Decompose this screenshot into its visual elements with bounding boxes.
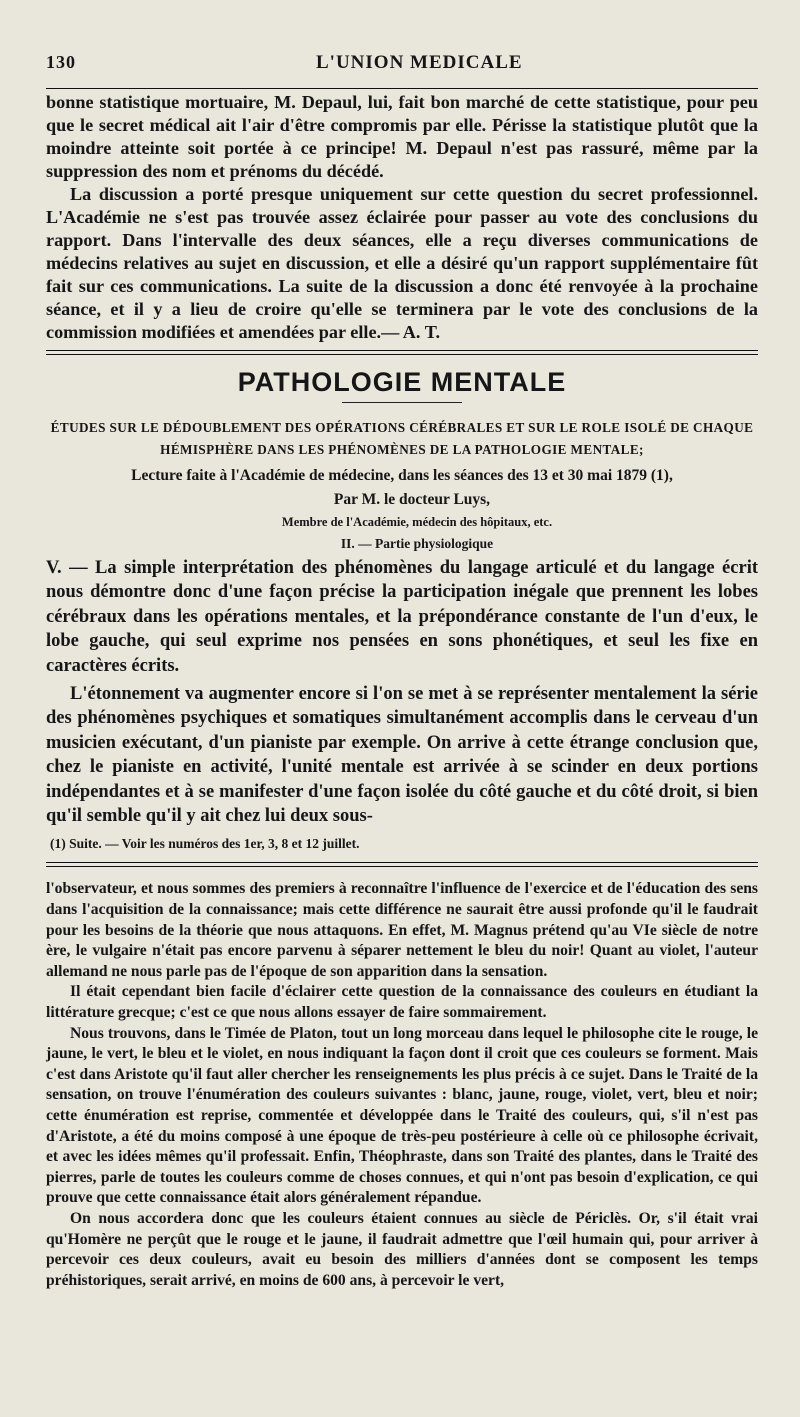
paragraph: l'observateur, et nous sommes des premiers à reconnaître l'influence de l'exercice et de l'éducation des sens dans l'acquisition de la connaissance; mais cette différence ne saurait être aussi profonde qu'il le faudrait pour les besoins de la théorie que nous attaquons. En effet, M. Magnus prétend qu'au VIe siècle de notre ère, le vulgaire n'était pas encore parvenu à séparer nettement le bleu du noir! Quant au violet, l'auteur allemand ne nous parle pas de l'époque de son apparition dans la sensation. bbox=[46, 880, 758, 980]
feuilleton-body bbox=[46, 879, 758, 1291]
paragraph: On nous accordera donc que les couleurs étaient connues au siècle de Périclès. Or, s'il était vrai qu'Homère ne perçût que le rouge et le jaune, il faudrait admettre que l'œil humain qui, pour arriver à percevoir ces deux couleurs, avait eu besoin des milliers d'années dont se composent les temps préhistoriques, serait arrivé, en moins de 600 ans, à percevoir le vert, bbox=[46, 1209, 758, 1289]
section-title: PATHOLOGIE MENTALE bbox=[237, 367, 567, 397]
footnote: (1) Suite. — Voir les numéros des 1er, 3, 8 et 12 juillet. bbox=[50, 836, 360, 852]
page-number: 130 bbox=[46, 52, 76, 72]
article-body bbox=[46, 556, 758, 828]
feuilleton-divider bbox=[46, 862, 758, 867]
lecture-note: Lecture faite à l'Académie de médecine, dans les séances des 13 et 30 mai 1879 (1), bbox=[131, 467, 673, 484]
header-rule bbox=[46, 88, 758, 89]
page-header bbox=[46, 52, 758, 86]
paragraph: L'étonnement va augmenter encore si l'on se met à se représenter mentalement la série des phénomènes psychiques et somatiques simultanément accomplis dans le cerveau d'un musicien exécutant, d'un pianiste par exemple. On arrive à cette étrange conclusion que, chez le pianiste en activité, l'unité mentale est arrivée à se scinder en deux portions indépendantes et à se manifester d'une façon isolée du côté gauche et du côté droit, si bien qu'il semble qu'il y ait chez lui deux sous- bbox=[46, 684, 758, 827]
paragraph: Il était cependant bien facile d'éclairer cette question de la connaissance des couleurs en étudiant la littérature grecque; c'est ce que nous allons essayer de faire sommairement. bbox=[46, 983, 758, 1022]
title-underline bbox=[342, 402, 462, 403]
paragraph: Nous trouvons, dans le Timée de Platon, tout un long morceau dans lequel le philosophe cite le rouge, le jaune, le vert, le bleu et le violet, en nous indiquant la façon dont il croit que ces couleurs se forment. Mais c'est dans Aristote qu'il faut aller chercher les renseignements les plus précis à ce sujet. Dans le Traité de la sensation, on trouve l'énumération des couleurs suivantes : blanc, jaune, rouge, violet, vert, bleu et noir; cette énumération est reprise, commentée et développée dans le Traité des couleurs, qui, s'il n'est pas d'Aristote, a été du moins composé à une époque de très-peu postérieure à celle où ce philosophe écrivait, et avec les idées mêmes qu'il professait. Enfin, Théophraste, dans son Traité des plantes, dans le Traité des pierres, parle de toutes les couleurs comme de choses connues, et qui n'ont pas besoin d'explication, ce qui prouve que cette connaissance était alors généralement répandue. bbox=[46, 1024, 758, 1207]
paragraph: V. — La simple interprétation des phénomènes du langage articulé et du langage écrit nous démontre donc d'une façon précise la participation inégale que prennent les lobes cérébraux dans les opérations mentales, et la prépondérance constante de l'un d'eux, le lobe gauche, qui seul exprime nos pensées en sons phonétiques, et seul les fixe en caractères écrits. bbox=[46, 558, 758, 676]
author-line: Par M. le docteur Luys, bbox=[333, 491, 491, 508]
part-heading: II. — Partie physiologique bbox=[340, 536, 494, 551]
section-divider bbox=[46, 350, 758, 355]
author-affiliation: Membre de l'Académie, médecin des hôpitaux, etc. bbox=[281, 515, 553, 529]
paragraph: bonne statistique mortuaire, M. Depaul, lui, fait bon marché de cette statistique, pour peu que le secret médical ait l'air d'être compromis par elle. Périsse la statistique plutôt que la moindre atteinte soit portée à ce principe! M. Depaul n'est pas rassuré, même par la suppression des nom et prénoms du décédé. bbox=[46, 92, 758, 181]
paragraph: La discussion a porté presque uniquement sur cette question du secret professionnel. L'Académie ne s'est pas trouvée assez éclairée pour passer au vote des conclusions du rapport. Dans l'intervalle des deux séances, elle a reçu diverses communications de médecins relatives au sujet en discussion, et elle a désiré qu'un rapport supplémentaire fût fait sur ces communications. La suite de la discussion a donc été renvoyée à la prochaine séance, et il y a lieu de croire qu'elle se terminera par le vote des conclusions de la commission modifiées et amendées par elle.— A. T. bbox=[46, 184, 758, 342]
journal-title: L'UNION MEDICALE bbox=[316, 52, 523, 73]
previous-article-end bbox=[46, 91, 758, 344]
article-title: ÉTUDES SUR LE DÉDOUBLEMENT DES OPÉRATIONS CÉRÉBRALES ET SUR LE ROLE ISOLÉ DE CHAQUE HÉMISPHÈRE DANS LES PHÉNOMÈNES DE LA PATHOLOGIE MENTALE; bbox=[50, 420, 754, 457]
